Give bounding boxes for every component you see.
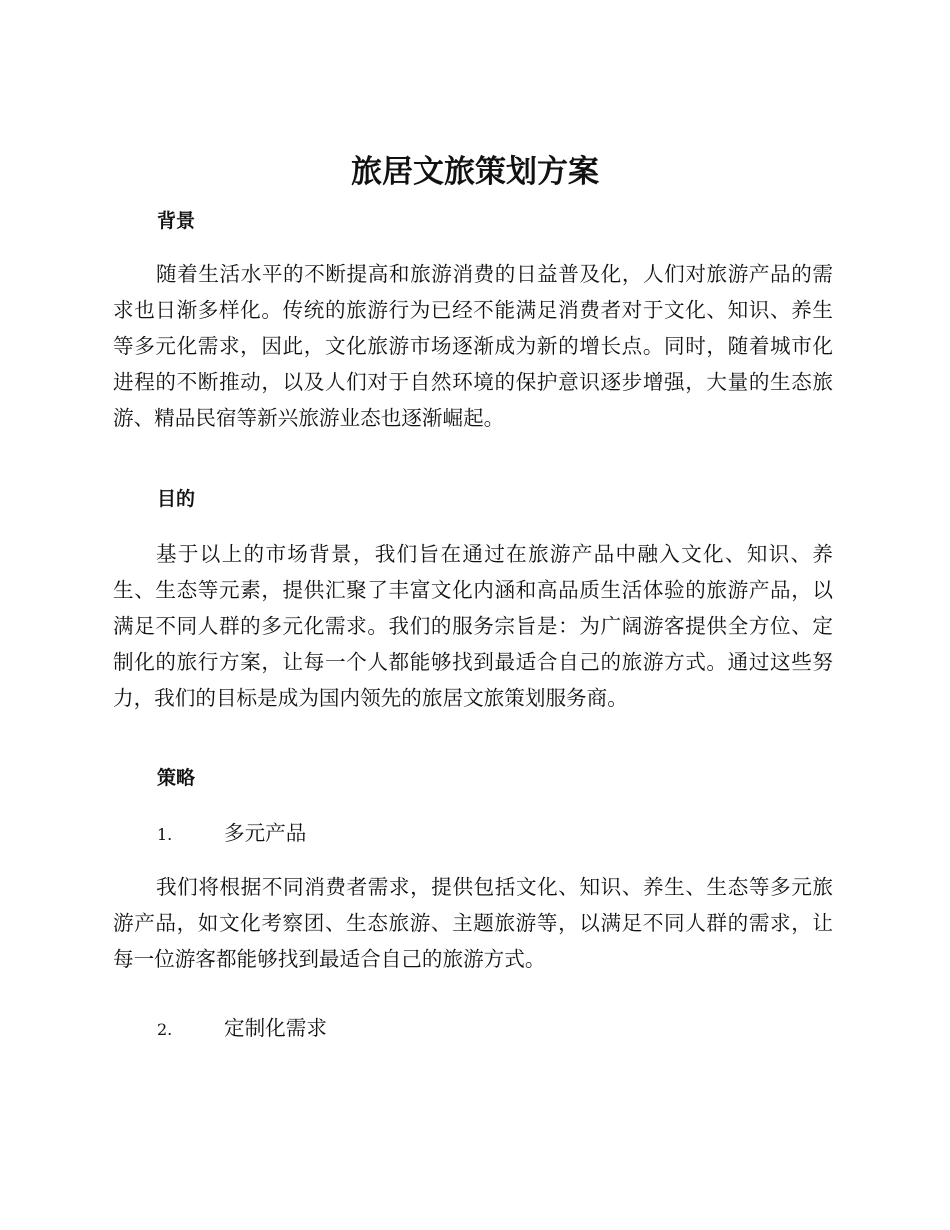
section-heading-strategy: 策略 (157, 767, 196, 789)
section-paragraph-purpose: 基于以上的市场背景，我们旨在通过在旅游产品中融入文化、知识、养生、生态等元素，提供汇聚了丰富文化内涵和高品质生活体验的旅游产品，以满足不同人群的多元化需求。我们的服务宗旨是：为广阔游客提供全方位、定制化的旅行方案，让每一个人都能够找到最适合自己的旅游方式。通过这些努力，我们的目标是成为国内领先的旅居文旅策划服务商。 (113, 542, 833, 710)
list-label: 定制化需求 (224, 1016, 327, 1040)
section-heading-purpose: 目的 (157, 488, 196, 510)
list-item-1-paragraph: 我们将根据不同消费者需求，提供包括文化、知识、养生、生态等多元旅游产品，如文化考察团、生态旅游、主题旅游等，以满足不同人群的需求，让每一位游客都能够找到最适合自己的旅游方式。 (113, 875, 833, 971)
section-paragraph-background: 随着生活水平的不断提高和旅游消费的日益普及化，人们对旅游产品的需求也日渐多样化。传统的旅游行为已经不能满足消费者对于文化、知识、养生等多元化需求，因此，文化旅游市场逐渐成为新的增长点。同时，随着城市化进程的不断推动，以及人们对于自然环境的保护意识逐步增强，大量的生态旅游、精品民宿等新兴旅游业态也逐渐崛起。 (113, 262, 833, 430)
list-item-1 (157, 815, 306, 853)
section-heading-background: 背景 (157, 210, 196, 232)
document-title: 旅居文旅策划方案 (351, 154, 599, 190)
list-label: 多元产品 (224, 821, 307, 845)
list-item-2 (157, 1010, 327, 1048)
list-number: 1. (157, 825, 173, 844)
list-number: 2. (157, 1020, 173, 1039)
